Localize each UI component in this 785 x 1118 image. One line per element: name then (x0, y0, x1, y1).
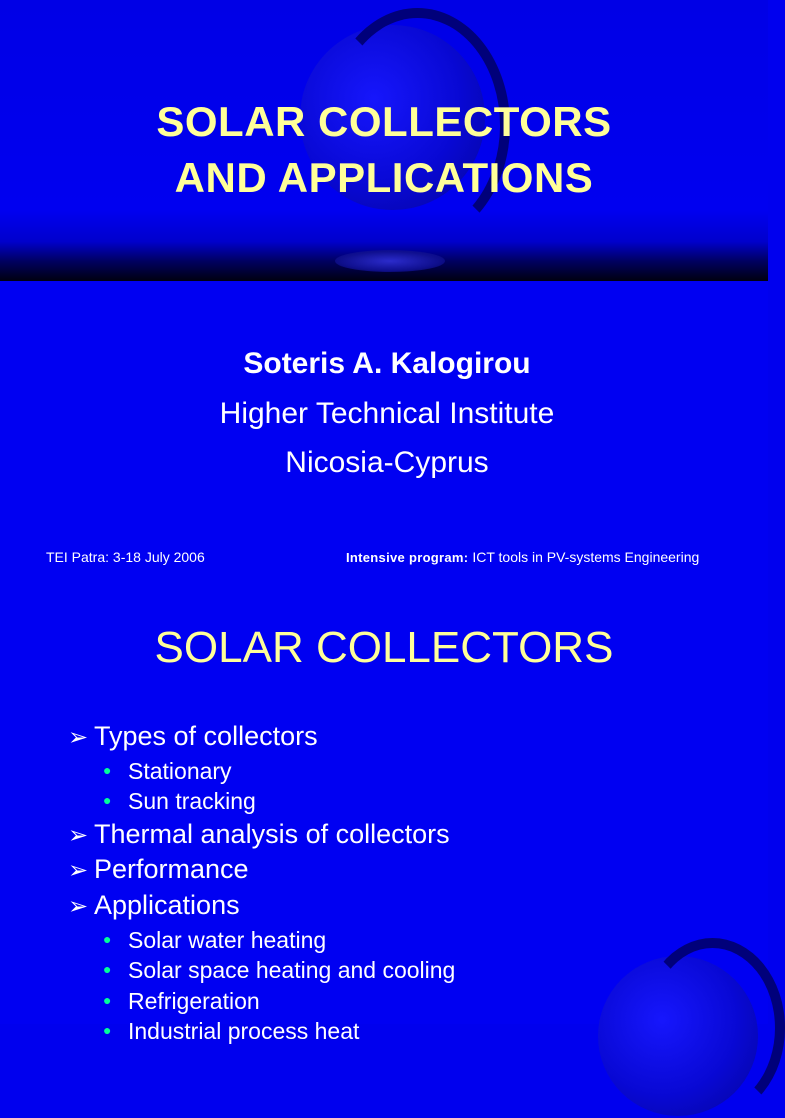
footer-program-text: ICT tools in PV-systems Engineering (468, 549, 700, 565)
dot-bullet-icon: ● (103, 1022, 112, 1038)
location-text: Nicosia-Cyprus (285, 446, 489, 479)
list-item-label: Performance (94, 854, 249, 884)
dot-bullet-icon: ● (103, 792, 112, 808)
sub-list-item-label: Industrial process heat (128, 1018, 360, 1044)
slide-title-line-1: SOLAR COLLECTORS (156, 98, 612, 145)
list-item-label: Types of collectors (94, 721, 318, 751)
sub-list-item-label: Sun tracking (128, 788, 256, 814)
sub-list-item (103, 788, 256, 815)
contents-slide (0, 583, 768, 1044)
author-name: Soteris A. Kalogirou (243, 347, 531, 380)
globe-stand-icon-small (640, 938, 785, 1118)
sub-list-item (103, 927, 326, 954)
title-slide (0, 0, 768, 281)
list-item-label: Applications (94, 890, 240, 920)
sub-list-item-label: Refrigeration (128, 988, 260, 1014)
sub-list-item-label: Stationary (128, 758, 232, 784)
section-title: SOLAR COLLECTORS (154, 623, 614, 672)
arrow-bullet-icon: ➢ (68, 893, 89, 920)
sub-list-item (103, 988, 260, 1015)
globe-shadow-icon (335, 250, 445, 272)
sub-list-item-label: Solar space heating and cooling (128, 957, 456, 983)
sub-list-item (103, 1018, 359, 1045)
dot-bullet-icon: ● (103, 961, 112, 977)
footer-date: TEI Patra: 3-18 July 2006 (46, 549, 205, 565)
slide-title-line-2: AND APPLICATIONS (174, 154, 594, 201)
sub-list-item-label: Solar water heating (128, 927, 327, 953)
list-item (68, 819, 450, 850)
sub-list-item (103, 957, 455, 984)
list-item (68, 854, 249, 885)
list-item-label: Thermal analysis of collectors (94, 819, 450, 849)
list-item (68, 721, 318, 752)
arrow-bullet-icon: ➢ (68, 822, 89, 849)
author-slide (0, 281, 768, 583)
footer-program-label: Intensive program: (346, 550, 469, 565)
dot-bullet-icon: ● (103, 762, 112, 778)
footer-program (346, 549, 699, 565)
dot-bullet-icon: ● (103, 931, 112, 947)
arrow-bullet-icon: ➢ (68, 857, 89, 884)
list-item (68, 890, 240, 921)
institution-name: Higher Technical Institute (219, 397, 555, 430)
dot-bullet-icon: ● (103, 992, 112, 1008)
arrow-bullet-icon: ➢ (68, 724, 89, 751)
sub-list-item (103, 758, 232, 785)
